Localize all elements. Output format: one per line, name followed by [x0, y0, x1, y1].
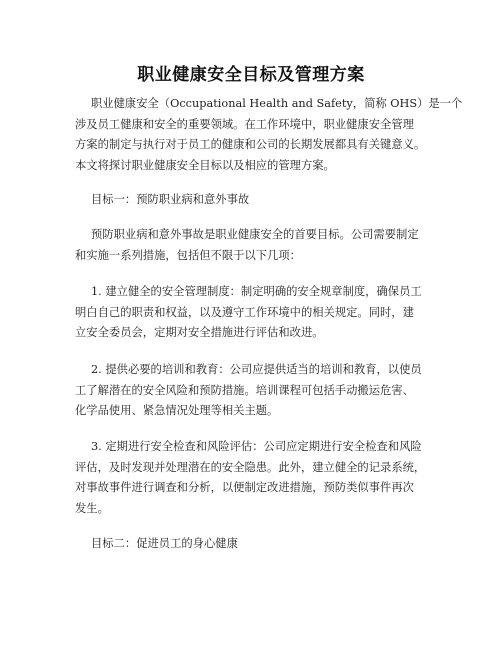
text-line: 立安全委员会，定期对安全措施进行评估和改进。	[75, 326, 324, 339]
text-line: 和实施一系列措施，包括但不限于以下几项：	[75, 248, 301, 262]
text-line: 评估，及时发现并处理潜在的安全隐患。此外，建立健全的记录系统，	[75, 460, 426, 474]
section-heading-goal-two	[75, 534, 435, 555]
text-line: 明白自己的职责和权益，以及遵守工作环境中的相关规定。同时，建	[75, 305, 414, 319]
text-line: 涉及员工健康和安全的重要领域。在工作环境中，职业健康安全管理	[75, 117, 414, 131]
paragraph-item-2	[75, 360, 435, 422]
text-line: 1. 建立健全的安全管理制度：制定明确的安全规章制度，确保员工	[91, 285, 422, 298]
text-line: 2. 提供必要的培训和教育：公司应提供适当的培训和教育，以使员	[91, 363, 422, 376]
paragraph-goal-one-intro	[75, 225, 435, 266]
text-line: 对事故事件进行调查和分析，以便制定改进措施，预防类似事件再次	[75, 481, 414, 494]
text-line: 化学品使用、紧急情况处理等相关主题。	[75, 404, 279, 417]
paragraph-intro	[75, 94, 463, 176]
text-line: 工了解潜在的安全风险和预防措施。培训课程可包括手动搬运危害、	[75, 383, 414, 397]
text-line: 预防职业病和意外事故是职业健康安全的首要目标。公司需要制定	[91, 228, 419, 241]
section-heading-goal-one	[75, 190, 435, 211]
text-line: 方案的制定与执行对于员工的健康和公司的长期发展都具有关键意义。	[75, 138, 426, 151]
text-line: 目标一：预防职业病和意外事故	[91, 193, 250, 206]
paragraph-item-1	[75, 282, 435, 344]
text-line: 3. 定期进行安全检查和风险评估：公司应定期进行安全检查和风险	[91, 440, 422, 453]
document-title: 职业健康安全目标及管理方案	[137, 65, 365, 85]
text-line: 职业健康安全（Occupational Health and Safety，简称 OHS）是一个	[91, 97, 463, 110]
paragraph-item-3	[75, 437, 435, 519]
text-line: 本文将探讨职业健康安全目标以及相应的管理方案。	[75, 158, 335, 172]
text-line: 目标二：促进员工的身心健康	[91, 537, 238, 550]
text-line: 发生。	[75, 501, 109, 515]
